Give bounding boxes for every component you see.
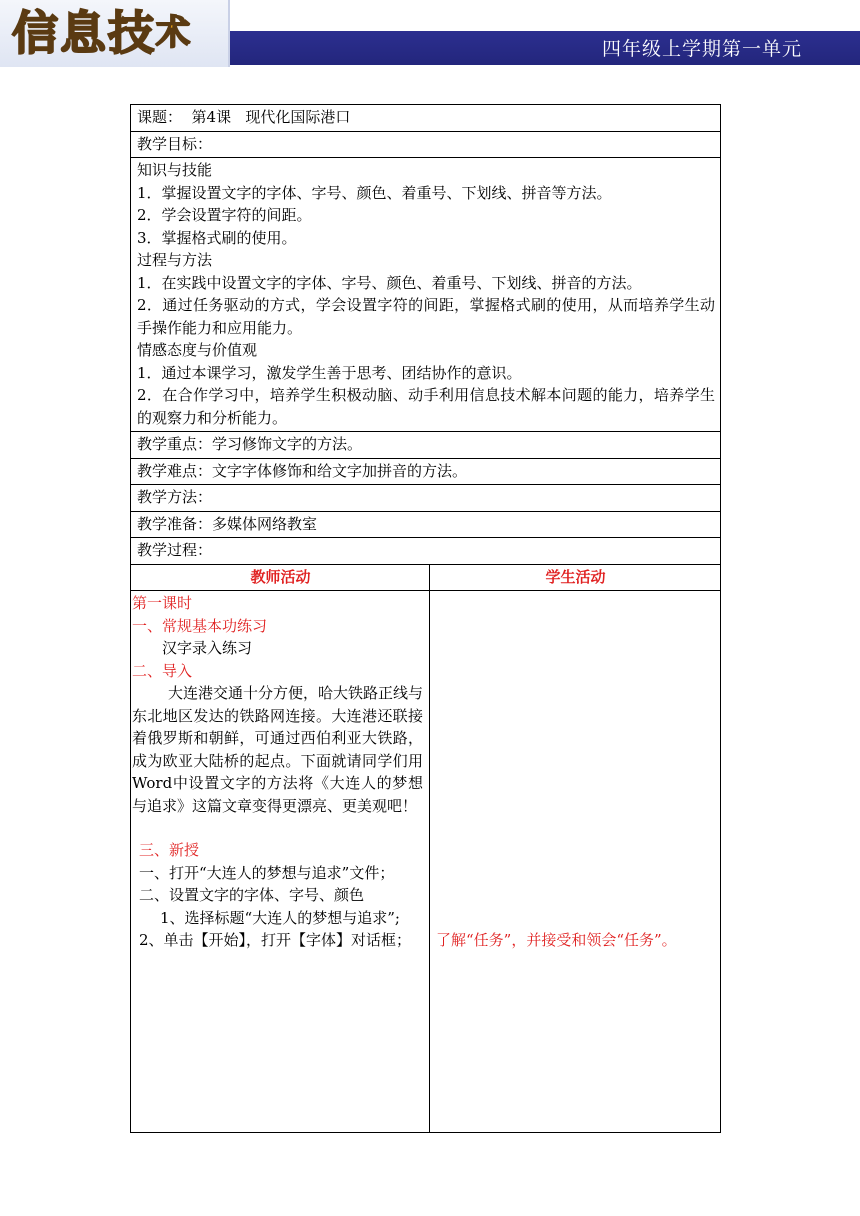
goal-item: 1．掌握设置文字的字体、字号、颜色、着重号、下划线、拼音等方法。 (137, 183, 612, 202)
step-item: 1、选择标题“大连人的梦想与追求”; (160, 908, 400, 927)
goal-item: 2．通过任务驱动的方式，学会设置字符的间距，掌握格式刷的使用，从而培养学生动手操作能力和应用能力。 (137, 296, 716, 337)
goal-item: 2．学会设置字符的间距。 (137, 206, 312, 224)
goal-heading: 知识与技能 (137, 161, 213, 179)
step-item: 一、打开“大连人的梦想与追求”文件； (139, 863, 395, 882)
goal-item: 1．通过本课学习，激发学生善于思考、团结协作的意识。 (137, 363, 522, 382)
student-activity-header: 学生活动 (430, 564, 721, 591)
goal-heading: 情感态度与价值观 (137, 341, 258, 359)
key-point: 教学重点：学习修饰文字的方法。 (131, 432, 721, 459)
unit-title: 四年级上学期第一单元 (601, 38, 802, 60)
process: 教学过程： (131, 538, 721, 565)
preparation: 教学准备：多媒体网络教室 (131, 511, 721, 538)
intro-paragraph: 大连港交通十分方便，哈大铁路正线与东北地区发达的铁路网连接。大连港还联接着俄罗斯和朝鲜，可通过西伯利亚大铁路，成为欧亚大陆桥的起点。下面就请同学们用Word中设置文字的方法将《大连人的梦想与追求》这篇文章变得更漂亮、更美观吧！ (132, 684, 424, 815)
session-label: 第一课时 (132, 594, 193, 612)
goal-heading: 过程与方法 (137, 251, 213, 269)
student-activity-cell (430, 591, 721, 1133)
goal-item: 1．在实践中设置文字的字体、字号、颜色、着重号、下划线、拼音的方法。 (137, 273, 642, 292)
goal-item: 3．掌握格式刷的使用。 (137, 228, 297, 247)
logo-char: 信 (12, 6, 60, 60)
logo-text (12, 4, 192, 62)
logo-char: 技 (108, 6, 156, 60)
section-heading: 三、新授 (139, 841, 200, 859)
spacer (132, 817, 423, 839)
lesson-title: 课题： 第4课 现代化国际港口 (131, 105, 721, 132)
teacher-activity-header: 教师活动 (131, 564, 430, 591)
logo-char: 息 (60, 6, 108, 60)
step-item: 2、单击【开始】，打开【字体】对话框； (139, 931, 412, 949)
step-item: 二、设置文字的字体、字号、颜色 (139, 886, 365, 904)
section-heading: 二、导入 (132, 661, 193, 680)
logo-char: 术 (156, 13, 192, 53)
logo (0, 0, 230, 67)
goal-label: 教学目标： (131, 131, 721, 158)
method: 教学方法： (131, 485, 721, 512)
lesson-plan-table (130, 104, 721, 1133)
section-item: 汉字录入练习 (162, 639, 253, 657)
goals-cell (131, 158, 721, 432)
section-heading: 一、常规基本功练习 (132, 616, 268, 635)
difficulty: 教学难点：文字字体修饰和给文字加拼音的方法。 (131, 458, 721, 485)
student-activity-text: 了解“任务”，并接受和领会“任务”。 (436, 931, 677, 949)
teacher-activity-cell (131, 591, 430, 1133)
goal-item: 2．在合作学习中，培养学生积极动脑、动手利用信息技术解本问题的能力，培养学生的观察力和分析能力。 (137, 386, 716, 427)
